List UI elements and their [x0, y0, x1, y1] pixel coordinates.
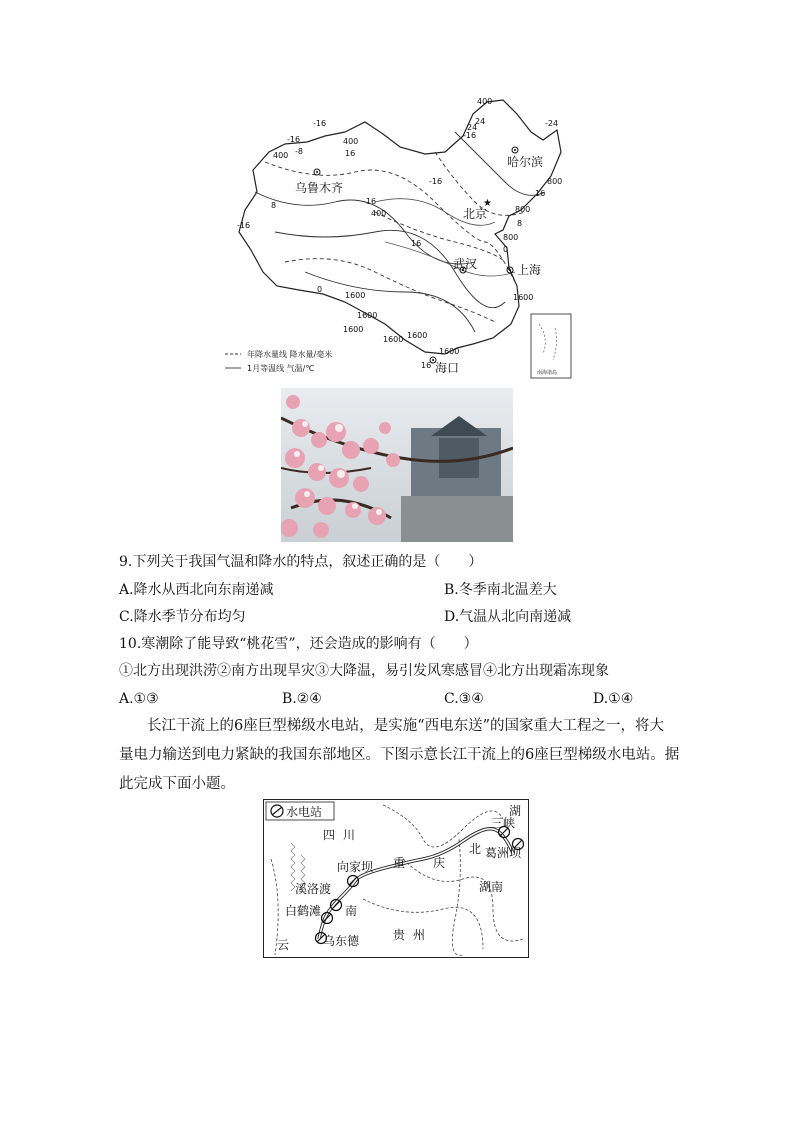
svg-text:-8: -8 — [295, 147, 303, 156]
question-9-stem: 9.下列关于我国气温和降水的特点，叙述正确的是（ ） — [119, 554, 483, 570]
region-label: 湖 — [509, 804, 522, 818]
station-label: 三峡 — [491, 816, 516, 830]
passage-line-3: 此完成下面小题。 — [119, 776, 235, 792]
legend-precip: 年降水量线 降水量/毫米 — [247, 350, 333, 359]
passage-line-1: 长江干流上的6座巨型梯级水电站，是实施“西电东送”的国家重大工程之一，将大 — [147, 718, 665, 734]
svg-text:24: 24 — [467, 123, 478, 132]
svg-text:1600: 1600 — [345, 291, 366, 300]
q10-option-b: B.②④ — [282, 691, 322, 707]
legend-label: 水电站 — [286, 805, 323, 819]
q9-option-c: C.降水季节分布均匀 — [119, 609, 246, 625]
city-label: 上海 — [517, 263, 542, 277]
q10-option-a: A.①③ — [119, 691, 159, 707]
question-10-stem: 10.寒潮除了能导致“桃花雪”，还会造成的影响有（ ） — [119, 636, 478, 652]
south-china-sea-inset — [531, 314, 571, 378]
svg-text:400: 400 — [273, 151, 289, 160]
q10-option-d: D.①④ — [593, 691, 634, 707]
city-label: 海口 — [435, 361, 460, 375]
city-label: 武汉 — [453, 257, 478, 271]
svg-text:1600: 1600 — [439, 347, 460, 356]
svg-text:800: 800 — [515, 205, 531, 214]
hydropower-map — [263, 799, 529, 958]
svg-text:400: 400 — [477, 97, 493, 106]
svg-text:1600: 1600 — [343, 325, 364, 334]
city-label: 哈尔滨 — [507, 155, 544, 169]
station-label: 乌东德 — [323, 934, 360, 948]
svg-text:-16: -16 — [237, 221, 251, 230]
region-label: 川 — [343, 828, 356, 842]
region-label: 北 — [469, 842, 482, 856]
q10-statements: ①北方出现洪涝②南方出现旱灾③大降温，易引发风寒感冒④北方出现霜冻现象 — [119, 663, 609, 679]
q9-option-b: B.冬季南北温差大 — [444, 582, 557, 598]
region-label: 州 — [413, 928, 426, 942]
q10-option-c: C.③④ — [444, 691, 484, 707]
passage-line-2: 量电力输送到电力紧缺的我国东部地区。下图示意长江干流上的6座巨型梯级水电站。据 — [119, 747, 680, 763]
q9-option-a: A.降水从西北向东南递减 — [119, 582, 274, 598]
svg-text:-16: -16 — [313, 119, 327, 128]
region-label: 贵 — [393, 928, 406, 942]
svg-text:16: 16 — [345, 149, 356, 158]
region-label: 重 — [393, 856, 406, 870]
region-label: 云 — [277, 938, 290, 952]
svg-text:-16: -16 — [287, 135, 301, 144]
legend-temp: 1月等温线 气温/℃ — [247, 364, 315, 373]
city-label: 北京 — [463, 207, 488, 221]
svg-text:8: 8 — [271, 201, 277, 210]
peach-blossom-photo — [281, 388, 513, 542]
station-label: 向家坝 — [337, 860, 374, 874]
svg-text:8: 8 — [517, 219, 523, 228]
svg-text:16: 16 — [411, 239, 422, 248]
city-label: 乌鲁木齐 — [295, 181, 344, 195]
region-label: 庆 — [433, 856, 446, 870]
inset-label: 南海诸岛 — [537, 370, 558, 376]
svg-text:-24: -24 — [545, 119, 559, 128]
svg-text:-16: -16 — [429, 177, 443, 186]
svg-text:-16: -16 — [463, 131, 477, 140]
china-climate-map — [225, 92, 580, 382]
svg-text:800: 800 — [547, 177, 563, 186]
station-label: 白鹤滩 — [285, 904, 322, 918]
svg-text:0: 0 — [317, 285, 323, 294]
svg-text:800: 800 — [503, 233, 519, 242]
svg-text:1600: 1600 — [383, 335, 404, 344]
svg-text:0: 0 — [503, 245, 509, 254]
svg-text:-16: -16 — [363, 197, 377, 206]
q9-option-d: D.气温从北向南递减 — [444, 609, 572, 625]
station-label: 葛洲坝 — [485, 846, 522, 860]
svg-text:★: ★ — [483, 198, 492, 209]
region-label: 南 — [345, 904, 358, 918]
svg-text:400: 400 — [343, 137, 359, 146]
svg-text:16: 16 — [535, 189, 546, 198]
region-label: 湖南 — [479, 880, 504, 894]
region-label: 四 — [323, 828, 336, 842]
svg-text:1600: 1600 — [513, 293, 534, 302]
svg-text:16: 16 — [421, 361, 432, 370]
svg-text:400: 400 — [371, 209, 387, 218]
svg-text:24: 24 — [475, 117, 486, 126]
svg-text:1600: 1600 — [407, 331, 428, 340]
svg-text:1600: 1600 — [357, 311, 378, 320]
station-label: 溪洛渡 — [295, 882, 332, 896]
